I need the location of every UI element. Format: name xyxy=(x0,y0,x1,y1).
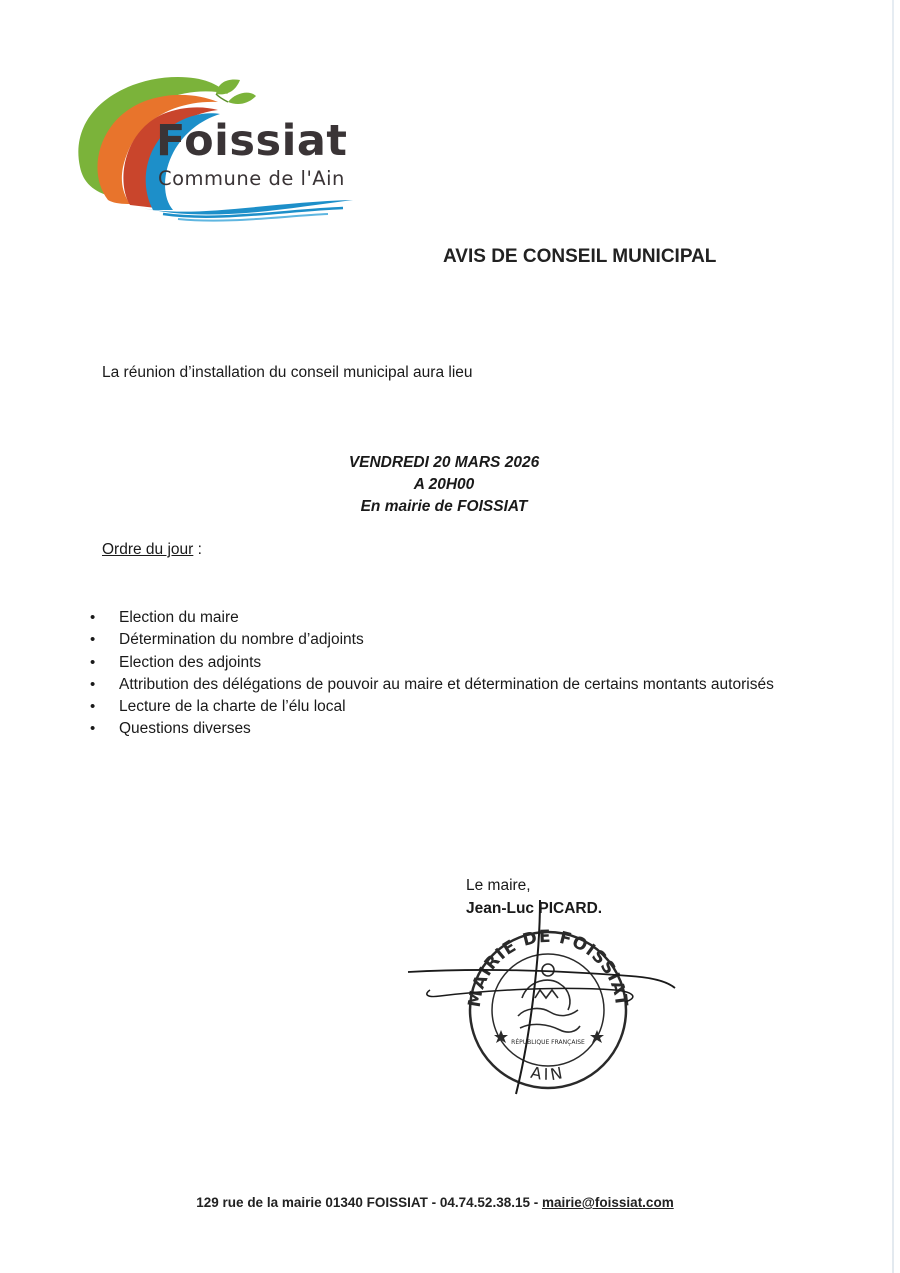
footer-contact xyxy=(0,1195,870,1210)
scan-edge xyxy=(892,0,894,1273)
agenda-item: • Election du maire xyxy=(90,607,790,629)
signer-role: Le maire, xyxy=(466,877,531,894)
stamp-top-text: MAIRIE DE FOISSIAT xyxy=(464,926,632,1009)
agenda-list xyxy=(90,607,790,741)
meeting-time: A 20H00 xyxy=(413,476,475,493)
commune-logo xyxy=(68,72,368,222)
footer-address: 129 rue de la mairie 01340 FOISSIAT - 04.74.52.38.15 - xyxy=(196,1195,542,1210)
logo-name: Foissiat xyxy=(156,116,348,166)
stamp-emblem xyxy=(518,964,580,1032)
stamp-small-text: RÉPUBLIQUE FRANÇAISE xyxy=(511,1039,585,1046)
mayor-stamp-and-signature xyxy=(400,898,690,1098)
meeting-details xyxy=(294,452,594,518)
agenda-item: • Lecture de la charte de l’élu local xyxy=(90,696,790,718)
agenda-item: • Election des adjoints xyxy=(90,652,790,674)
signature-stroke xyxy=(408,970,675,988)
agenda-label: Ordre du jour xyxy=(102,541,194,558)
agenda-item: • Détermination du nombre d’adjoints xyxy=(90,629,790,651)
meeting-place: En mairie de FOISSIAT xyxy=(360,498,528,515)
agenda-item: • Questions diverses xyxy=(90,718,790,740)
footer-email[interactable]: mairie@foissiat.com xyxy=(541,1195,674,1210)
meeting-date: VENDREDI 20 MARS 2026 xyxy=(348,454,540,471)
document-title: AVIS DE CONSEIL MUNICIPAL xyxy=(443,246,717,267)
agenda-item: • Attribution des délégations de pouvoir au maire et détermination de certains montants autorisés xyxy=(90,674,790,696)
stamp-bottom-text: AIN xyxy=(529,1062,567,1085)
agenda-label-suffix: : xyxy=(193,541,202,558)
logo-subtitle: Commune de l'Ain xyxy=(158,167,345,190)
agenda-heading xyxy=(102,541,202,559)
signer-name: Jean-Luc PICARD. xyxy=(466,900,603,917)
intro-text: La réunion d’installation du conseil municipal aura lieu xyxy=(102,364,473,381)
